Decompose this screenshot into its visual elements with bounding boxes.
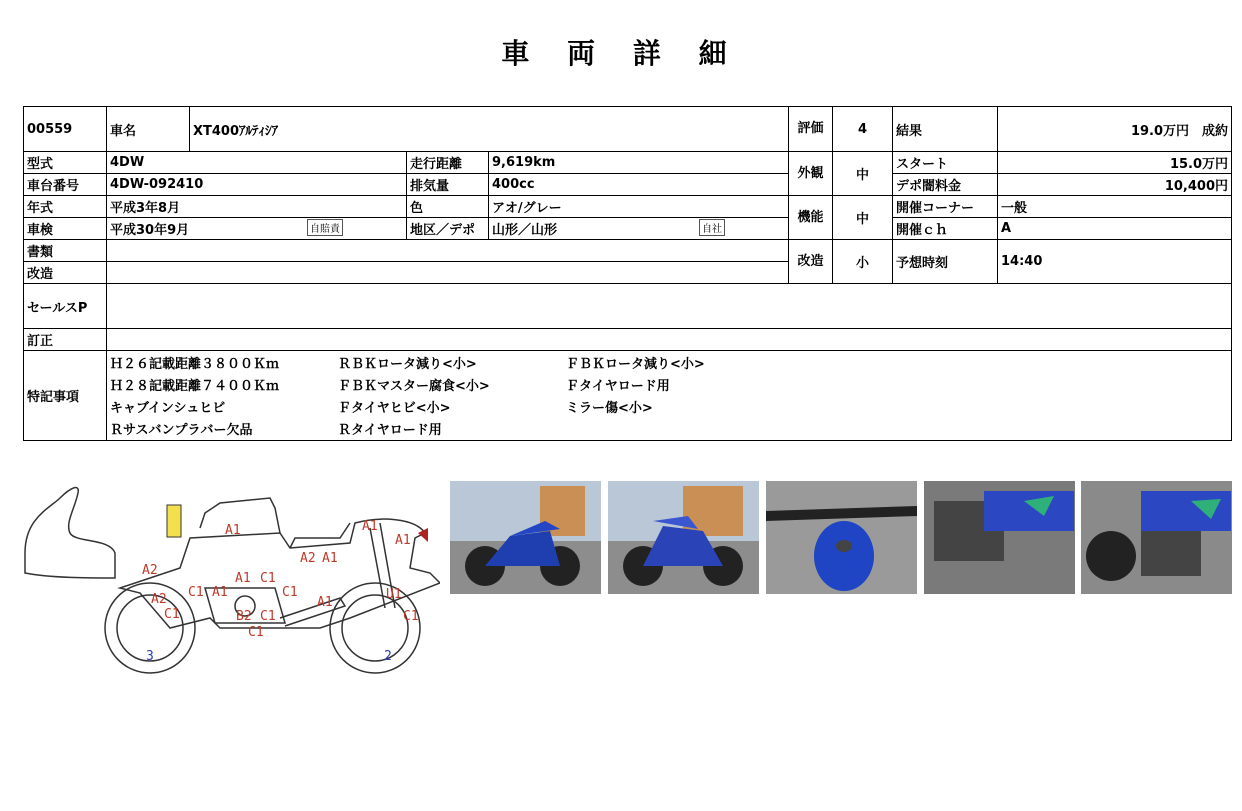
start-label: スタート <box>893 152 998 174</box>
corner-value: 一般 <box>998 196 1232 218</box>
damage-mark: C1 <box>282 585 298 600</box>
damage-mark: A1 <box>317 595 333 610</box>
damage-diagram <box>20 478 440 678</box>
region-value: 山形／山形 <box>492 223 558 238</box>
depot-fee-value: 10,400円 <box>998 174 1232 196</box>
expected-time-label: 予想時刻 <box>893 240 998 284</box>
result-value: 19.0万円 成約 <box>998 107 1232 152</box>
note-item: ＦＢＫマスター腐食<小> <box>338 379 490 394</box>
modification-label: 改造 <box>24 262 107 284</box>
headlight <box>167 505 181 537</box>
note-item: Ｈ２８記載距離７４００Ｋｍ <box>110 379 280 394</box>
sales-point-label: セールスP <box>24 284 107 329</box>
page-title: 車 両 詳 細 <box>501 37 741 70</box>
damage-mark: A1 <box>235 571 251 586</box>
inspection-label: 車検 <box>24 218 107 240</box>
damage-mark: A2 <box>142 563 158 578</box>
own-company-stamp: 自社 <box>699 219 725 236</box>
mileage-value: 9,619km <box>489 152 789 174</box>
notes-list <box>110 351 1228 440</box>
result-label: 結果 <box>893 107 998 152</box>
documents-label: 書類 <box>24 240 107 262</box>
photo-engine-right[interactable] <box>1081 481 1232 594</box>
damage-mark: A2 <box>300 551 316 566</box>
damage-mark: C1 <box>260 571 276 586</box>
fairing-outline <box>25 488 115 578</box>
note-item: Ｆタイヤロード用 <box>566 379 670 394</box>
rating-value: 4 <box>833 107 893 152</box>
inspection-cell <box>107 218 407 240</box>
exhaust-outline <box>280 598 345 626</box>
mileage-label: 走行距離 <box>407 152 489 174</box>
name-value: XT400ｱﾙﾃｨｼｱ <box>190 107 789 152</box>
frame-label: 車台番号 <box>24 174 107 196</box>
displacement-value: 400cc <box>489 174 789 196</box>
front-wheel-number: 2 <box>384 649 392 664</box>
modification-level-label: 改造 <box>789 240 833 284</box>
exterior-label: 外観 <box>789 152 833 196</box>
color-value: アオ/グレー <box>489 196 789 218</box>
damage-mark: C1 <box>403 609 419 624</box>
model-value: 4DW <box>107 152 407 174</box>
note-item: Ｆタイヤヒビ<小> <box>338 401 451 416</box>
year-label: 年式 <box>24 196 107 218</box>
damage-mark: B2 <box>236 609 252 624</box>
start-value: 15.0万円 <box>998 152 1232 174</box>
note-item <box>566 419 794 438</box>
exterior-value: 中 <box>833 152 893 196</box>
sales-point-value <box>107 284 1232 329</box>
inspection-value: 平成30年9月 <box>110 223 190 238</box>
damage-mark: A1 <box>322 551 338 566</box>
region-label: 地区／デポ <box>407 218 489 240</box>
notes-cell <box>107 351 1232 441</box>
insurance-stamp: 自賠責 <box>307 219 343 236</box>
photo-left-side[interactable] <box>608 481 759 594</box>
damage-mark: C1 <box>188 585 204 600</box>
displacement-label: 排気量 <box>407 174 489 196</box>
modification-level-value: 小 <box>833 240 893 284</box>
lot-number: 00559 <box>24 107 107 152</box>
photo-right-side[interactable] <box>450 481 601 594</box>
notes-label: 特記事項 <box>24 351 107 441</box>
photo-tank-top[interactable] <box>766 481 917 594</box>
damage-mark: A1 <box>395 533 411 548</box>
rating-label: 評価 <box>789 107 833 152</box>
damage-mark: C1 <box>260 609 276 624</box>
year-value: 平成3年8月 <box>107 196 407 218</box>
rear-wheel-number: 3 <box>146 649 154 664</box>
damage-mark: A1 <box>225 523 241 538</box>
region-cell <box>489 218 789 240</box>
damage-mark: C1 <box>248 625 264 640</box>
note-item: Ｈ２６記載距離３８００Ｋｍ <box>110 357 280 372</box>
note-item: ミラー傷<小> <box>566 401 653 416</box>
photo-engine-left[interactable] <box>924 481 1075 594</box>
note-item: Ｒタイヤロード用 <box>338 423 442 438</box>
channel-label: 開催ｃｈ <box>893 218 998 240</box>
name-label: 車名 <box>107 107 190 152</box>
corner-label: 開催コーナー <box>893 196 998 218</box>
damage-mark: A2 <box>151 592 167 607</box>
color-label: 色 <box>407 196 489 218</box>
note-item: Ｒサスバンプラバー欠品 <box>110 423 253 438</box>
damage-mark: U1 <box>386 587 402 602</box>
damage-mark: A1 <box>212 585 228 600</box>
modification-value <box>107 262 789 284</box>
function-label: 機能 <box>789 196 833 240</box>
function-value: 中 <box>833 196 893 240</box>
damage-mark: C1 <box>164 607 180 622</box>
channel-value: A <box>998 218 1232 240</box>
model-label: 型式 <box>24 152 107 174</box>
correction-value <box>107 329 1232 351</box>
expected-time-value: 14:40 <box>998 240 1232 284</box>
correction-label: 訂正 <box>24 329 107 351</box>
note-item: ＲＢＫロータ減り<小> <box>338 357 477 372</box>
note-item: ＦＢＫロータ減り<小> <box>566 357 705 372</box>
depot-fee-label: デポ闇料金 <box>893 174 998 196</box>
damage-mark: A1 <box>362 519 378 534</box>
front-wheel-hub <box>342 595 408 661</box>
frame-value: 4DW-092410 <box>107 174 407 196</box>
note-item: キャブインシュヒビ <box>110 401 226 416</box>
vehicle-detail-table <box>23 106 1232 441</box>
documents-value <box>107 240 789 262</box>
